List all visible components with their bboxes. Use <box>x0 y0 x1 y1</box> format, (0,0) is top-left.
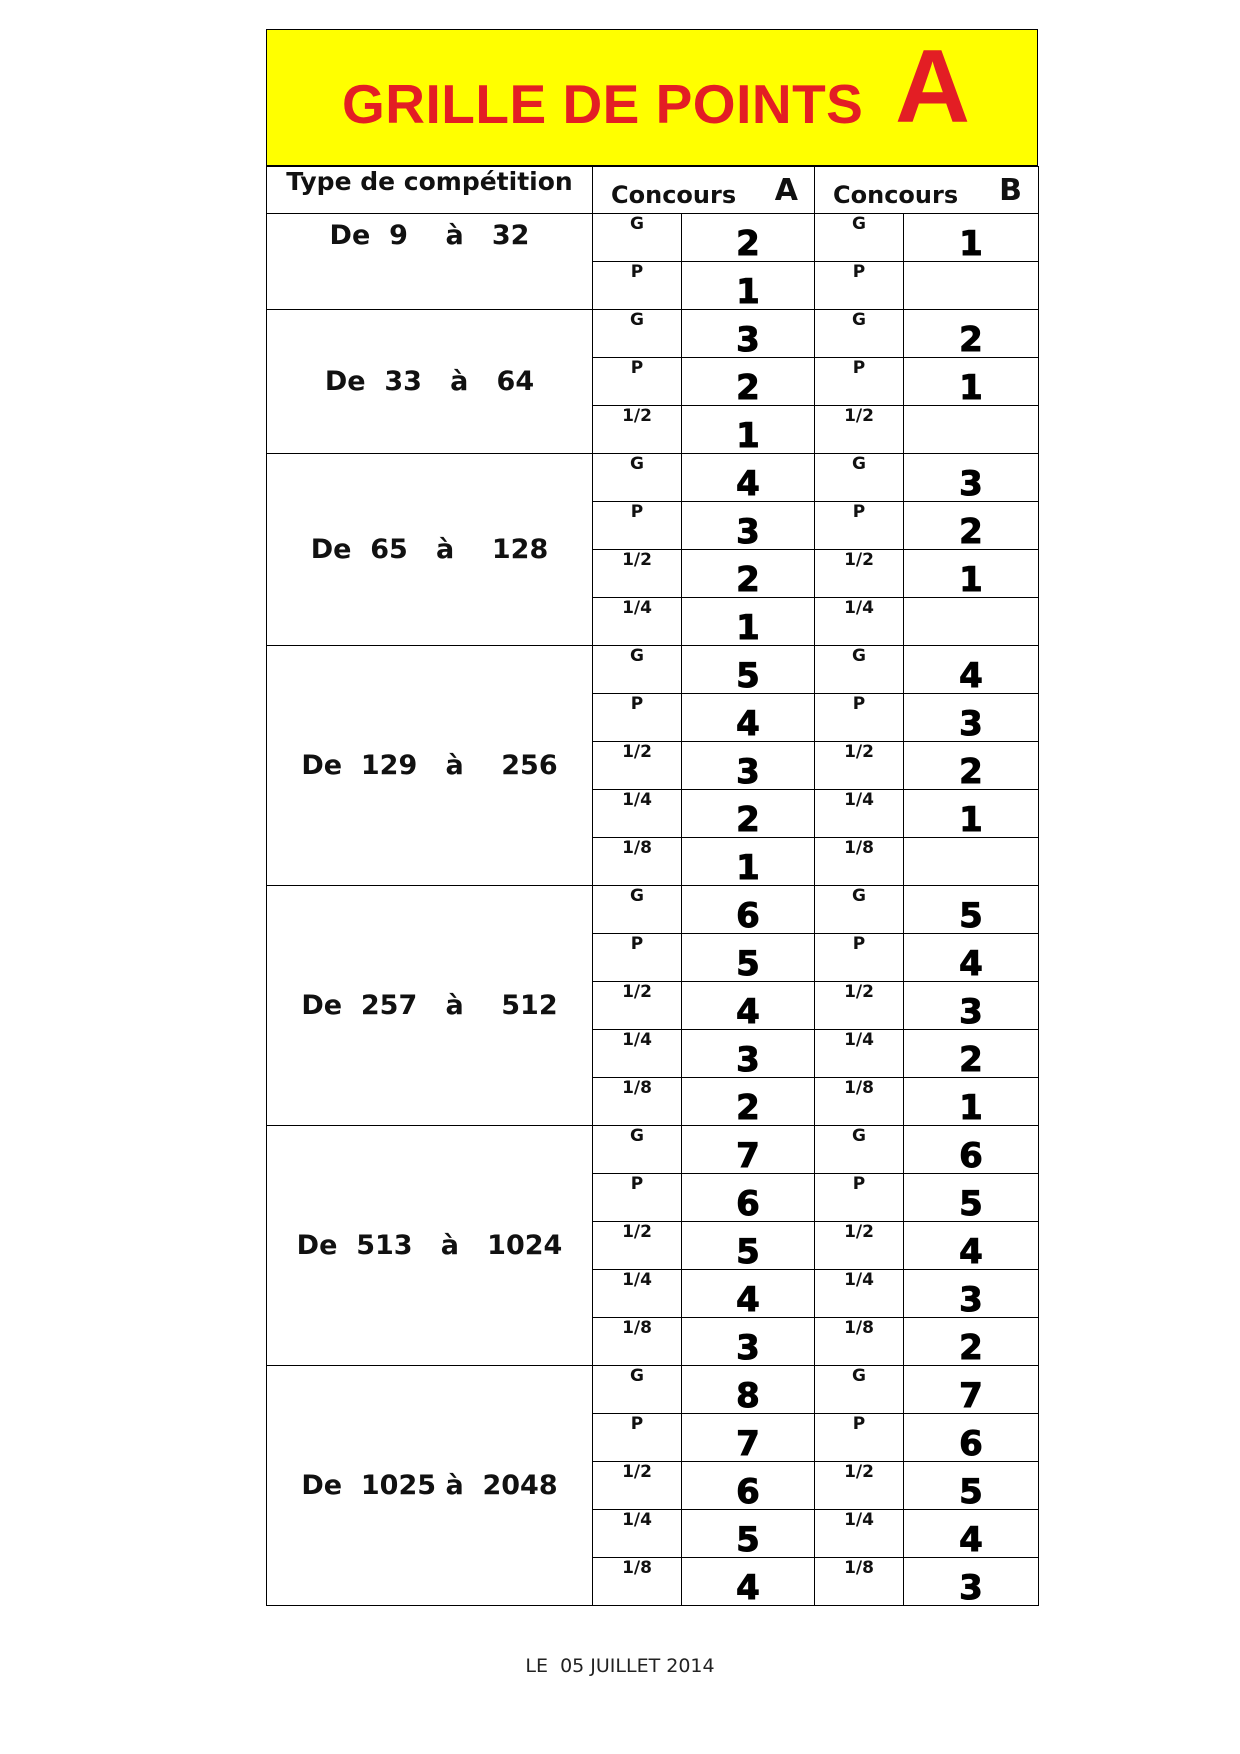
concours-a-points: 3 <box>682 742 815 790</box>
concours-a-level: 1/4 <box>593 1270 682 1318</box>
table-row <box>267 310 1039 358</box>
concours-b-points: 4 <box>904 1510 1039 1558</box>
concours-b-level: G <box>815 646 904 694</box>
concours-b-points: 6 <box>904 1126 1039 1174</box>
concours-a-level: P <box>593 1414 682 1462</box>
concours-b-points: 7 <box>904 1366 1039 1414</box>
concours-a-points: 5 <box>682 934 815 982</box>
concours-b-level: 1/8 <box>815 1318 904 1366</box>
concours-a-level: P <box>593 934 682 982</box>
grid-letter: A <box>895 29 971 145</box>
competition-range: De 1025 à 2048 <box>267 1366 593 1606</box>
concours-a-points: 4 <box>682 1558 815 1606</box>
concours-a-letter: A <box>774 173 798 208</box>
concours-b-points <box>904 262 1039 310</box>
concours-a-level: 1/2 <box>593 982 682 1030</box>
concours-a-level: 1/8 <box>593 1078 682 1126</box>
concours-b-points: 4 <box>904 646 1039 694</box>
concours-a-header <box>593 167 815 214</box>
concours-a-level: P <box>593 694 682 742</box>
concours-b-level: 1/8 <box>815 1078 904 1126</box>
concours-a-level: P <box>593 502 682 550</box>
concours-a-level: P <box>593 1174 682 1222</box>
concours-b-level: P <box>815 694 904 742</box>
concours-b-level: 1/4 <box>815 1270 904 1318</box>
concours-b-level: P <box>815 1414 904 1462</box>
concours-b-points: 5 <box>904 1462 1039 1510</box>
competition-range: De 9 à 32 <box>267 214 593 310</box>
competition-range: De 129 à 256 <box>267 646 593 886</box>
concours-b-points: 3 <box>904 982 1039 1030</box>
concours-a-level: G <box>593 646 682 694</box>
concours-b-points: 2 <box>904 1318 1039 1366</box>
concours-b-level: P <box>815 262 904 310</box>
concours-b-level: G <box>815 214 904 262</box>
concours-a-level: 1/4 <box>593 1030 682 1078</box>
concours-b-points: 2 <box>904 742 1039 790</box>
concours-b-level: 1/8 <box>815 838 904 886</box>
concours-b-level: G <box>815 886 904 934</box>
concours-a-points: 2 <box>682 1078 815 1126</box>
concours-a-label: Concours <box>611 181 737 209</box>
table-row <box>267 214 1039 262</box>
concours-a-points: 2 <box>682 550 815 598</box>
concours-a-points: 4 <box>682 1270 815 1318</box>
concours-a-points: 7 <box>682 1126 815 1174</box>
concours-b-points: 1 <box>904 1078 1039 1126</box>
concours-b-header <box>815 167 1039 214</box>
concours-a-points: 5 <box>682 1510 815 1558</box>
concours-b-points: 2 <box>904 1030 1039 1078</box>
concours-b-level: 1/2 <box>815 406 904 454</box>
concours-a-level: 1/2 <box>593 550 682 598</box>
concours-b-level: 1/4 <box>815 790 904 838</box>
concours-b-level: G <box>815 310 904 358</box>
concours-b-points: 3 <box>904 454 1039 502</box>
concours-a-level: G <box>593 886 682 934</box>
concours-a-points: 2 <box>682 358 815 406</box>
concours-a-level: 1/4 <box>593 790 682 838</box>
competition-range: De 257 à 512 <box>267 886 593 1126</box>
concours-a-level: G <box>593 310 682 358</box>
concours-b-level: G <box>815 1366 904 1414</box>
header-row <box>267 167 1039 214</box>
concours-a-points: 3 <box>682 1030 815 1078</box>
table-row <box>267 454 1039 502</box>
concours-a-level: P <box>593 262 682 310</box>
concours-a-level: P <box>593 358 682 406</box>
concours-a-points: 8 <box>682 1366 815 1414</box>
concours-b-points: 5 <box>904 1174 1039 1222</box>
concours-b-points <box>904 406 1039 454</box>
concours-a-points: 4 <box>682 982 815 1030</box>
footer-date: LE 05 JUILLET 2014 <box>525 1655 715 1677</box>
concours-b-points: 1 <box>904 214 1039 262</box>
concours-b-points: 3 <box>904 1270 1039 1318</box>
concours-b-level: 1/2 <box>815 1462 904 1510</box>
title-banner <box>266 29 1038 166</box>
concours-b-level: 1/8 <box>815 1558 904 1606</box>
concours-b-points: 1 <box>904 790 1039 838</box>
concours-b-level: 1/4 <box>815 1510 904 1558</box>
concours-a-points: 2 <box>682 790 815 838</box>
concours-a-points: 5 <box>682 1222 815 1270</box>
concours-b-level: P <box>815 1174 904 1222</box>
concours-b-points: 3 <box>904 694 1039 742</box>
concours-b-points: 1 <box>904 550 1039 598</box>
competition-range: De 513 à 1024 <box>267 1126 593 1366</box>
concours-b-points: 6 <box>904 1414 1039 1462</box>
page-title: GRILLE DE POINTS <box>342 73 864 135</box>
concours-b-points: 3 <box>904 1558 1039 1606</box>
concours-a-points: 7 <box>682 1414 815 1462</box>
concours-a-points: 5 <box>682 646 815 694</box>
concours-b-points: 2 <box>904 310 1039 358</box>
concours-b-level: 1/4 <box>815 1030 904 1078</box>
concours-b-points: 2 <box>904 502 1039 550</box>
table-row <box>267 1366 1039 1414</box>
concours-b-label: Concours <box>833 181 959 209</box>
concours-a-points: 3 <box>682 502 815 550</box>
table-row <box>267 886 1039 934</box>
concours-b-level: P <box>815 358 904 406</box>
concours-b-letter: B <box>999 173 1022 208</box>
concours-a-level: 1/2 <box>593 406 682 454</box>
concours-a-points: 1 <box>682 598 815 646</box>
concours-b-points: 1 <box>904 358 1039 406</box>
concours-a-level: G <box>593 214 682 262</box>
concours-b-points: 4 <box>904 934 1039 982</box>
concours-b-points <box>904 838 1039 886</box>
competition-range: De 65 à 128 <box>267 454 593 646</box>
table-row <box>267 1126 1039 1174</box>
concours-a-points: 2 <box>682 214 815 262</box>
concours-b-level: 1/2 <box>815 982 904 1030</box>
concours-b-level: 1/4 <box>815 598 904 646</box>
competition-range: De 33 à 64 <box>267 310 593 454</box>
points-grid-table <box>266 166 1039 1606</box>
concours-a-points: 1 <box>682 262 815 310</box>
concours-a-points: 4 <box>682 694 815 742</box>
concours-a-level: 1/8 <box>593 838 682 886</box>
competition-type-header: Type de compétition <box>267 167 593 214</box>
concours-b-points: 5 <box>904 886 1039 934</box>
concours-a-points: 3 <box>682 1318 815 1366</box>
concours-b-level: G <box>815 454 904 502</box>
concours-b-level: P <box>815 502 904 550</box>
concours-b-level: G <box>815 1126 904 1174</box>
concours-a-level: G <box>593 1126 682 1174</box>
concours-a-level: G <box>593 454 682 502</box>
concours-a-level: G <box>593 1366 682 1414</box>
concours-b-level: 1/2 <box>815 742 904 790</box>
concours-a-points: 6 <box>682 886 815 934</box>
concours-a-points: 6 <box>682 1174 815 1222</box>
concours-a-level: 1/4 <box>593 1510 682 1558</box>
table-row <box>267 646 1039 694</box>
concours-b-points: 4 <box>904 1222 1039 1270</box>
concours-a-level: 1/8 <box>593 1318 682 1366</box>
concours-a-level: 1/2 <box>593 1222 682 1270</box>
concours-b-points <box>904 598 1039 646</box>
concours-b-level: 1/2 <box>815 1222 904 1270</box>
concours-a-level: 1/2 <box>593 742 682 790</box>
concours-a-points: 1 <box>682 406 815 454</box>
concours-a-points: 4 <box>682 454 815 502</box>
concours-b-level: P <box>815 934 904 982</box>
concours-a-level: 1/8 <box>593 1558 682 1606</box>
concours-a-level: 1/4 <box>593 598 682 646</box>
concours-a-level: 1/2 <box>593 1462 682 1510</box>
concours-b-level: 1/2 <box>815 550 904 598</box>
concours-a-points: 3 <box>682 310 815 358</box>
concours-a-points: 1 <box>682 838 815 886</box>
concours-a-points: 6 <box>682 1462 815 1510</box>
